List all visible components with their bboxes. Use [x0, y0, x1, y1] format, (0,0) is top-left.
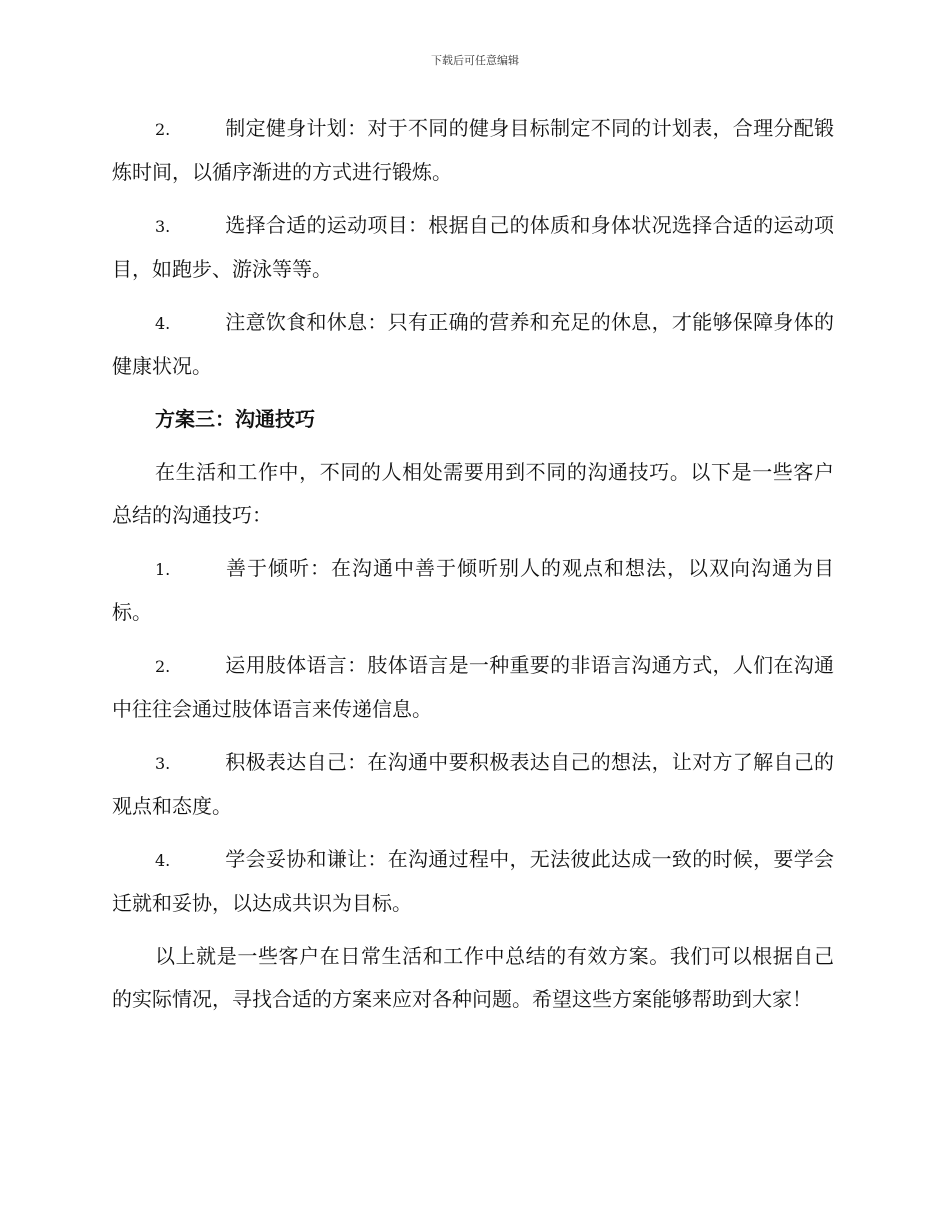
- list-item: [112, 644, 834, 731]
- list-text: 制定健身计划：对于不同的健身目标制定不同的计划表，合理分配锻炼时间，以循序渐进的方式进行锻炼。: [112, 116, 834, 184]
- section-heading: 方案三：沟通技巧: [155, 407, 315, 431]
- list-item: [112, 107, 834, 194]
- conclusion-paragraph: 以上就是一些客户在日常生活和工作中总结的有效方案。我们可以根据自己的实际情况，寻找合适的方案来应对各种问题。希望这些方案能够帮助到大家！: [112, 944, 834, 1011]
- list-number: 2.: [155, 120, 171, 139]
- list-number: 1.: [155, 560, 171, 579]
- list-text: 运用肢体语言：肢体语言是一种重要的非语言沟通方式，人们在沟通中往往会通过肢体语言来传递信息。: [112, 653, 834, 721]
- list-item: [112, 547, 834, 634]
- list-text: 善于倾听：在沟通中善于倾听别人的观点和想法，以双向沟通为目标。: [112, 556, 834, 624]
- list-text: 选择合适的运动项目：根据自己的体质和身体状况选择合适的运动项目，如跑步、游泳等等。: [112, 213, 834, 281]
- list-number: 3.: [155, 754, 171, 773]
- section-intro: 在生活和工作中，不同的人相处需要用到不同的沟通技巧。以下是一些客户总结的沟通技巧：: [112, 460, 834, 527]
- list-text: 学会妥协和谦让：在沟通过程中，无法彼此达成一致的时候，要学会迁就和妥协，以达成共识为目标。: [112, 847, 834, 915]
- list-item: [112, 301, 834, 388]
- list-number: 3.: [155, 217, 171, 236]
- list-text: 积极表达自己：在沟通中要积极表达自己的想法，让对方了解自己的观点和态度。: [112, 750, 834, 818]
- page-header: 下载后可任意编辑: [431, 54, 519, 67]
- list-item: [112, 838, 834, 925]
- list-item: [112, 204, 834, 291]
- list-number: 2.: [155, 657, 171, 676]
- document-body: [112, 107, 834, 1031]
- list-number: 4.: [155, 851, 171, 870]
- list-text: 注意饮食和休息：只有正确的营养和充足的休息，才能够保障身体的健康状况。: [112, 310, 834, 378]
- list-item: [112, 741, 834, 828]
- list-number: 4.: [155, 314, 171, 333]
